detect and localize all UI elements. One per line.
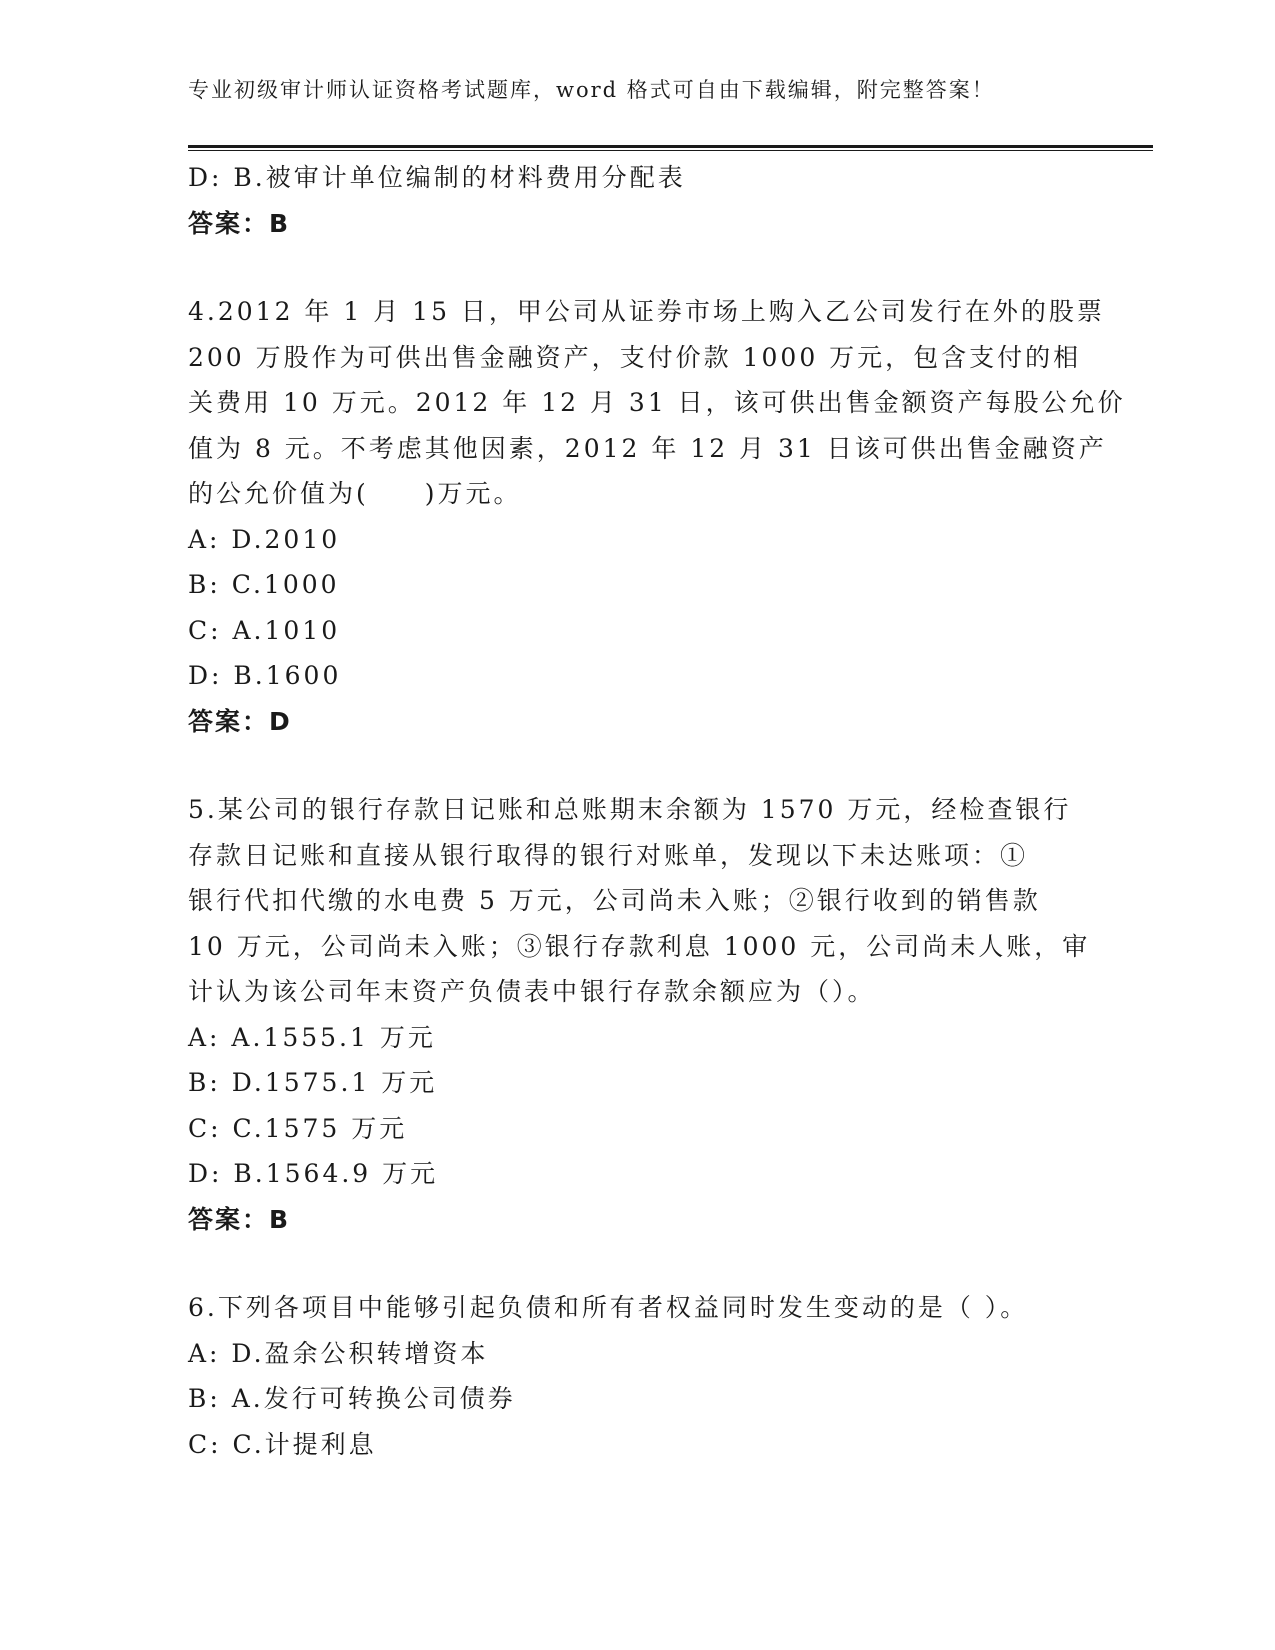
question-4 (188, 289, 1126, 744)
option-a: A: A.1555.1 万元 (188, 1022, 436, 1052)
stem-line: 的公允价值为( )万元。 (188, 479, 522, 508)
option-d: D: B.被审计单位编制的材料费用分配表 (188, 163, 686, 192)
spacer (188, 744, 1088, 787)
answer: 答案：D (188, 706, 292, 736)
header-divider (188, 145, 1153, 151)
stem-line: 存款日记账和直接从银行取得的银行对账单，发现以下未达账项：① (188, 840, 1029, 870)
option-a: A: D.盈余公积转增资本 (188, 1338, 489, 1368)
spacer (188, 246, 1088, 289)
stem-line: 200 万股作为可供出售金融资产，支付价款 1000 万元，包含支付的相 (188, 342, 1082, 372)
option-b: B: D.1575.1 万元 (188, 1068, 438, 1097)
stem-line: 5.某公司的银行存款日记账和总账期末余额为 1570 万元，经检查银行 (188, 795, 1072, 824)
spacer (188, 1242, 1088, 1285)
answer: 答案：B (188, 1204, 291, 1234)
document-body (188, 155, 1126, 1467)
stem-line: 银行代扣代缴的水电费 5 万元，公司尚未入账；②银行收到的销售款 (188, 886, 1041, 915)
stem-line: 10 万元，公司尚未入账；③银行存款利息 1000 元，公司尚未人账，审 (188, 931, 1091, 961)
question-stem (188, 787, 1091, 1015)
option-d: D: B.1600 (188, 661, 342, 690)
option-b: B: C.1000 (188, 570, 340, 599)
question-6 (188, 1285, 1088, 1467)
answer: 答案：B (188, 208, 291, 238)
option-b: B: A.发行可转换公司债券 (188, 1384, 516, 1413)
option-c: C: C.计提利息 (188, 1429, 377, 1459)
stem-line: 计认为该公司年末资产负债表中银行存款余额应为（）。 (188, 977, 876, 1006)
question-stem (188, 1285, 1088, 1331)
question-stem (188, 289, 1126, 517)
option-c: C: A.1010 (188, 615, 341, 645)
stem-line: 值为 8 元。不考虑其他因素，2012 年 12 月 31 日该可供出售金融资产 (188, 433, 1107, 463)
page-header: 专业初级审计师认证资格考试题库，word 格式可自由下载编辑，附完整答案！ (188, 78, 995, 102)
stem-line: 4.2012 年 1 月 15 日，甲公司从证券市场上购入乙公司发行在外的股票 (188, 297, 1105, 326)
option-a: A: D.2010 (188, 524, 341, 554)
option-c: C: C.1575 万元 (188, 1113, 408, 1143)
option-d: D: B.1564.9 万元 (188, 1159, 439, 1188)
question-5 (188, 787, 1091, 1242)
stem-line: 6.下列各项目中能够引起负债和所有者权益同时发生变动的是（ ）。 (188, 1293, 1029, 1322)
stem-line: 关费用 10 万元。2012 年 12 月 31 日，该可供出售金额资产每股公允价 (188, 388, 1126, 417)
